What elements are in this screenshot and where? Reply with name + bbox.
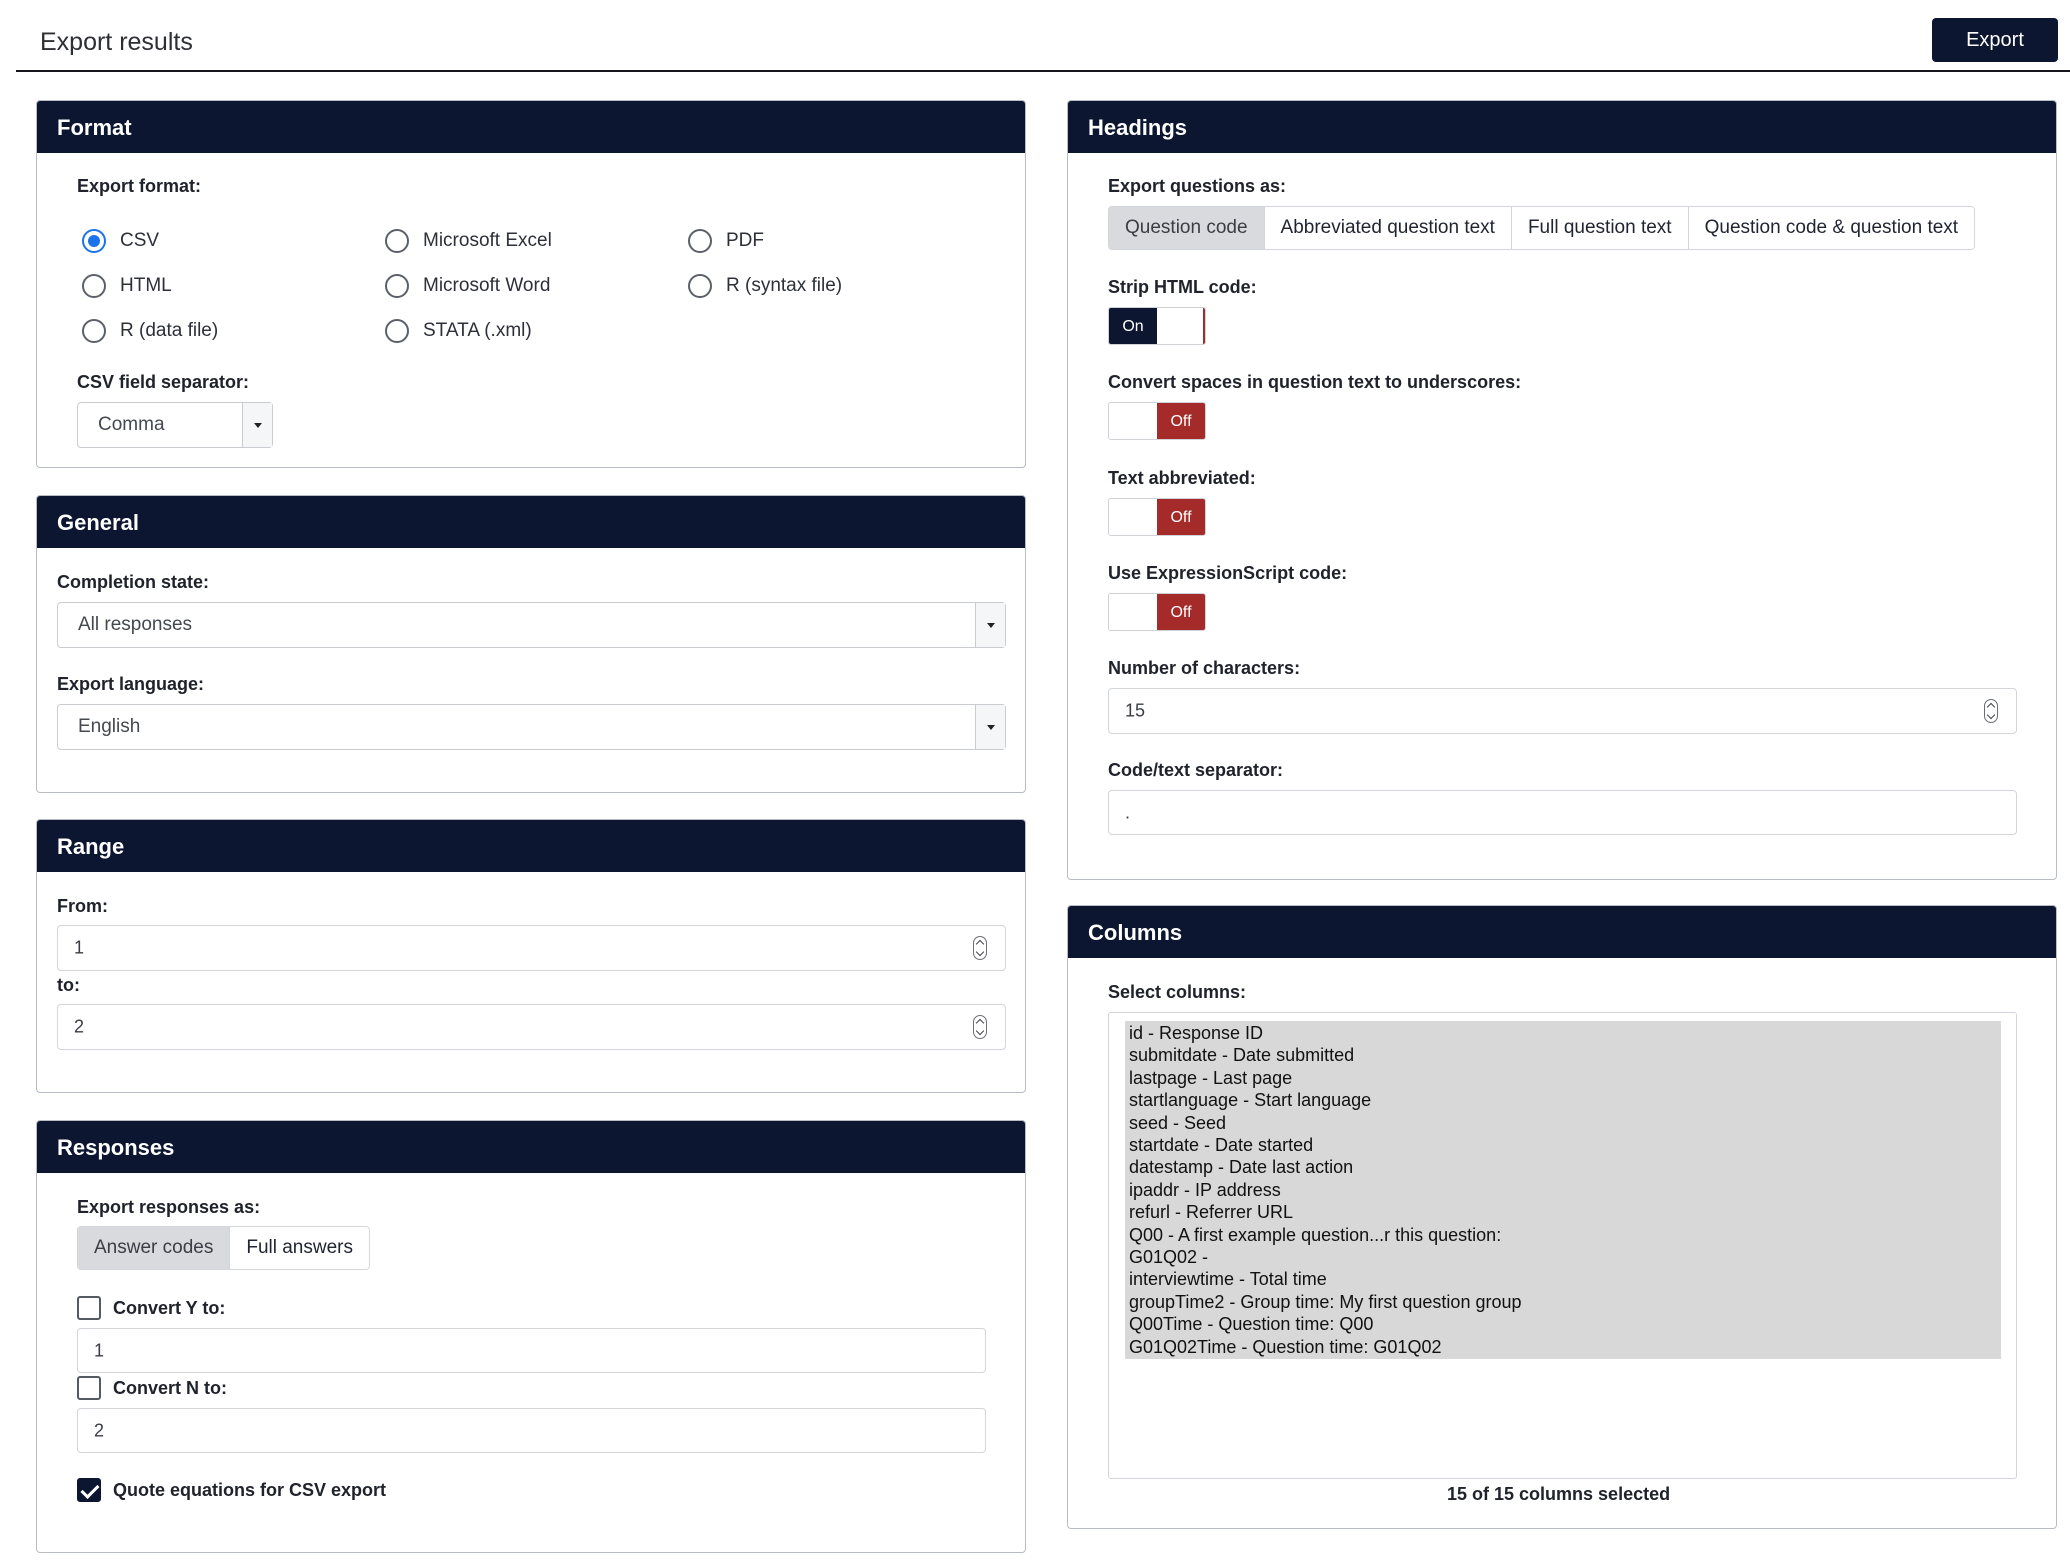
completion-state-select[interactable] xyxy=(57,602,1006,648)
radio-dot-icon xyxy=(82,319,106,343)
list-item[interactable]: groupTime2 - Group time: My first question group xyxy=(1129,1291,1522,1312)
spinner-icon[interactable] xyxy=(973,936,987,960)
convert-n-checkbox[interactable] xyxy=(77,1376,227,1400)
radio-r-data-label: R (data file) xyxy=(120,320,219,341)
number-of-characters-value: 15 xyxy=(1125,700,1146,721)
convert-y-input[interactable] xyxy=(77,1328,986,1373)
spinner-icon[interactable] xyxy=(973,1015,987,1039)
radio-excel-label: Microsoft Excel xyxy=(423,230,552,251)
expression-script-toggle[interactable] xyxy=(1108,593,1206,631)
radio-r-syntax[interactable] xyxy=(688,274,842,298)
list-item[interactable]: seed - Seed xyxy=(1129,1112,1227,1133)
convert-spaces-label: Convert spaces in question text to underscores: xyxy=(1108,372,1522,392)
range-from-input[interactable] xyxy=(57,925,1006,971)
code-text-separator-input[interactable] xyxy=(1108,790,2017,835)
question-code-button[interactable]: Question code xyxy=(1109,207,1265,249)
chevron-down-icon xyxy=(975,705,1005,749)
export-language-label: Export language: xyxy=(57,674,205,694)
radio-excel[interactable] xyxy=(385,229,552,253)
columns-selected-count: 15 of 15 columns selected xyxy=(1447,1484,1671,1504)
full-question-text-button[interactable]: Full question text xyxy=(1512,207,1689,249)
strip-html-toggle[interactable] xyxy=(1108,307,1206,345)
range-to-input[interactable] xyxy=(57,1004,1006,1050)
list-item[interactable]: Q00Time - Question time: Q00 xyxy=(1129,1314,1374,1335)
radio-dot-icon xyxy=(385,319,409,343)
radio-html-label: HTML xyxy=(120,275,172,296)
headings-panel-heading: Headings xyxy=(1068,101,2056,153)
radio-r-syntax-label: R (syntax file) xyxy=(726,275,843,296)
selected-columns xyxy=(1125,1021,2001,1359)
convert-n-value: 2 xyxy=(94,1420,105,1440)
radio-pdf[interactable] xyxy=(688,229,764,253)
export-responses-toggle xyxy=(77,1226,370,1270)
answer-codes-button[interactable]: Answer codes xyxy=(78,1227,230,1269)
general-panel-heading: General xyxy=(37,496,1025,548)
list-item[interactable]: Q00 - A first example question...r this question: xyxy=(1129,1224,1502,1245)
range-panel-heading: Range xyxy=(37,820,1025,872)
list-item[interactable]: ipaddr - IP address xyxy=(1129,1179,1281,1200)
list-item[interactable]: G01Q02 - xyxy=(1129,1247,1209,1268)
number-of-characters-label: Number of characters: xyxy=(1108,658,1301,678)
list-item[interactable]: startlanguage - Start language xyxy=(1129,1090,1372,1111)
full-answers-button[interactable]: Full answers xyxy=(230,1227,369,1269)
list-item[interactable]: datestamp - Date last action xyxy=(1129,1157,1354,1178)
radio-r-data[interactable] xyxy=(82,319,218,343)
page-title: Export results xyxy=(40,28,193,56)
code-text-separator-value: . xyxy=(1125,802,1131,822)
radio-dot-selected-icon xyxy=(82,229,106,253)
radio-stata[interactable] xyxy=(385,319,532,343)
csv-separator-value: Comma xyxy=(98,414,165,435)
convert-y-value: 1 xyxy=(94,1340,105,1360)
expression-script-label: Use ExpressionScript code: xyxy=(1108,563,1348,583)
convert-spaces-toggle[interactable] xyxy=(1108,402,1206,440)
strip-html-label: Strip HTML code: xyxy=(1108,277,1257,297)
columns-panel-heading: Columns xyxy=(1068,906,2056,958)
chevron-down-icon xyxy=(975,603,1005,647)
text-abbreviated-toggle[interactable] xyxy=(1108,498,1206,536)
select-columns-label: Select columns: xyxy=(1108,982,1247,1002)
toggle-state: Off xyxy=(1157,594,1205,630)
export-responses-label: Export responses as: xyxy=(77,1197,261,1217)
toggle-state: Off xyxy=(1157,499,1205,535)
list-item[interactable]: G01Q02Time - Question time: G01Q02 xyxy=(1129,1336,1442,1357)
spinner-icon[interactable] xyxy=(1984,699,1998,723)
text-abbreviated-label: Text abbreviated: xyxy=(1108,468,1256,488)
code-text-separator-label: Code/text separator: xyxy=(1108,760,1284,780)
radio-dot-icon xyxy=(385,274,409,298)
checkbox-icon xyxy=(77,1296,101,1320)
radio-dot-icon xyxy=(688,274,712,298)
radio-dot-icon xyxy=(82,274,106,298)
list-item[interactable]: id - Response ID xyxy=(1129,1023,1264,1043)
quote-equations-label: Quote equations for CSV export xyxy=(113,1479,387,1500)
radio-stata-label: STATA (.xml) xyxy=(423,320,532,341)
checkmark-icon xyxy=(77,1478,101,1502)
convert-n-label: Convert N to: xyxy=(113,1377,227,1398)
radio-csv-label: CSV xyxy=(120,230,160,251)
question-code-and-text-button[interactable]: Question code & question text xyxy=(1689,207,1975,249)
range-from-label: From: xyxy=(57,896,108,916)
convert-n-input[interactable] xyxy=(77,1408,986,1453)
export-language-value: English xyxy=(78,716,141,737)
range-to-label: to: xyxy=(57,975,80,995)
export-format-label: Export format: xyxy=(77,176,202,196)
radio-word-label: Microsoft Word xyxy=(423,275,551,296)
convert-y-label: Convert Y to: xyxy=(113,1297,226,1318)
radio-html[interactable] xyxy=(82,274,172,298)
checkbox-icon xyxy=(77,1376,101,1400)
radio-pdf-label: PDF xyxy=(726,230,764,251)
toggle-state: Off xyxy=(1157,403,1205,439)
range-to-value: 2 xyxy=(74,1016,85,1037)
number-of-characters-input[interactable] xyxy=(1108,688,2017,734)
quote-equations-checkbox[interactable] xyxy=(77,1478,386,1502)
format-panel-heading: Format xyxy=(37,101,1025,153)
convert-y-checkbox[interactable] xyxy=(77,1296,225,1320)
completion-state-label: Completion state: xyxy=(57,572,210,592)
columns-listbox[interactable] xyxy=(1108,1012,2017,1479)
toggle-edge xyxy=(1203,308,1205,344)
chevron-down-icon xyxy=(242,403,272,447)
list-item[interactable]: refurl - Referrer URL xyxy=(1129,1202,1294,1223)
list-item[interactable]: lastpage - Last page xyxy=(1129,1067,1293,1088)
csv-separator-label: CSV field separator: xyxy=(77,372,250,392)
range-from-value: 1 xyxy=(74,937,85,958)
export-language-select[interactable] xyxy=(57,704,1006,750)
csv-separator-select[interactable] xyxy=(77,402,273,448)
list-item[interactable]: submitdate - Date submitted xyxy=(1129,1045,1355,1066)
export-questions-toggle xyxy=(1108,206,1975,250)
top-bar xyxy=(16,0,2070,72)
completion-state-value: All responses xyxy=(78,614,193,635)
toggle-state: On xyxy=(1109,308,1157,344)
abbreviated-question-text-button[interactable]: Abbreviated question text xyxy=(1265,207,1512,249)
list-item[interactable]: interviewtime - Total time xyxy=(1129,1269,1327,1290)
responses-panel-heading: Responses xyxy=(37,1121,1025,1173)
radio-csv[interactable] xyxy=(82,229,159,253)
radio-word[interactable] xyxy=(385,274,550,298)
radio-dot-icon xyxy=(385,229,409,253)
export-questions-label: Export questions as: xyxy=(1108,176,1287,196)
export-button[interactable]: Export xyxy=(1932,18,2058,62)
radio-dot-icon xyxy=(688,229,712,253)
list-item[interactable]: startdate - Date started xyxy=(1129,1135,1314,1156)
